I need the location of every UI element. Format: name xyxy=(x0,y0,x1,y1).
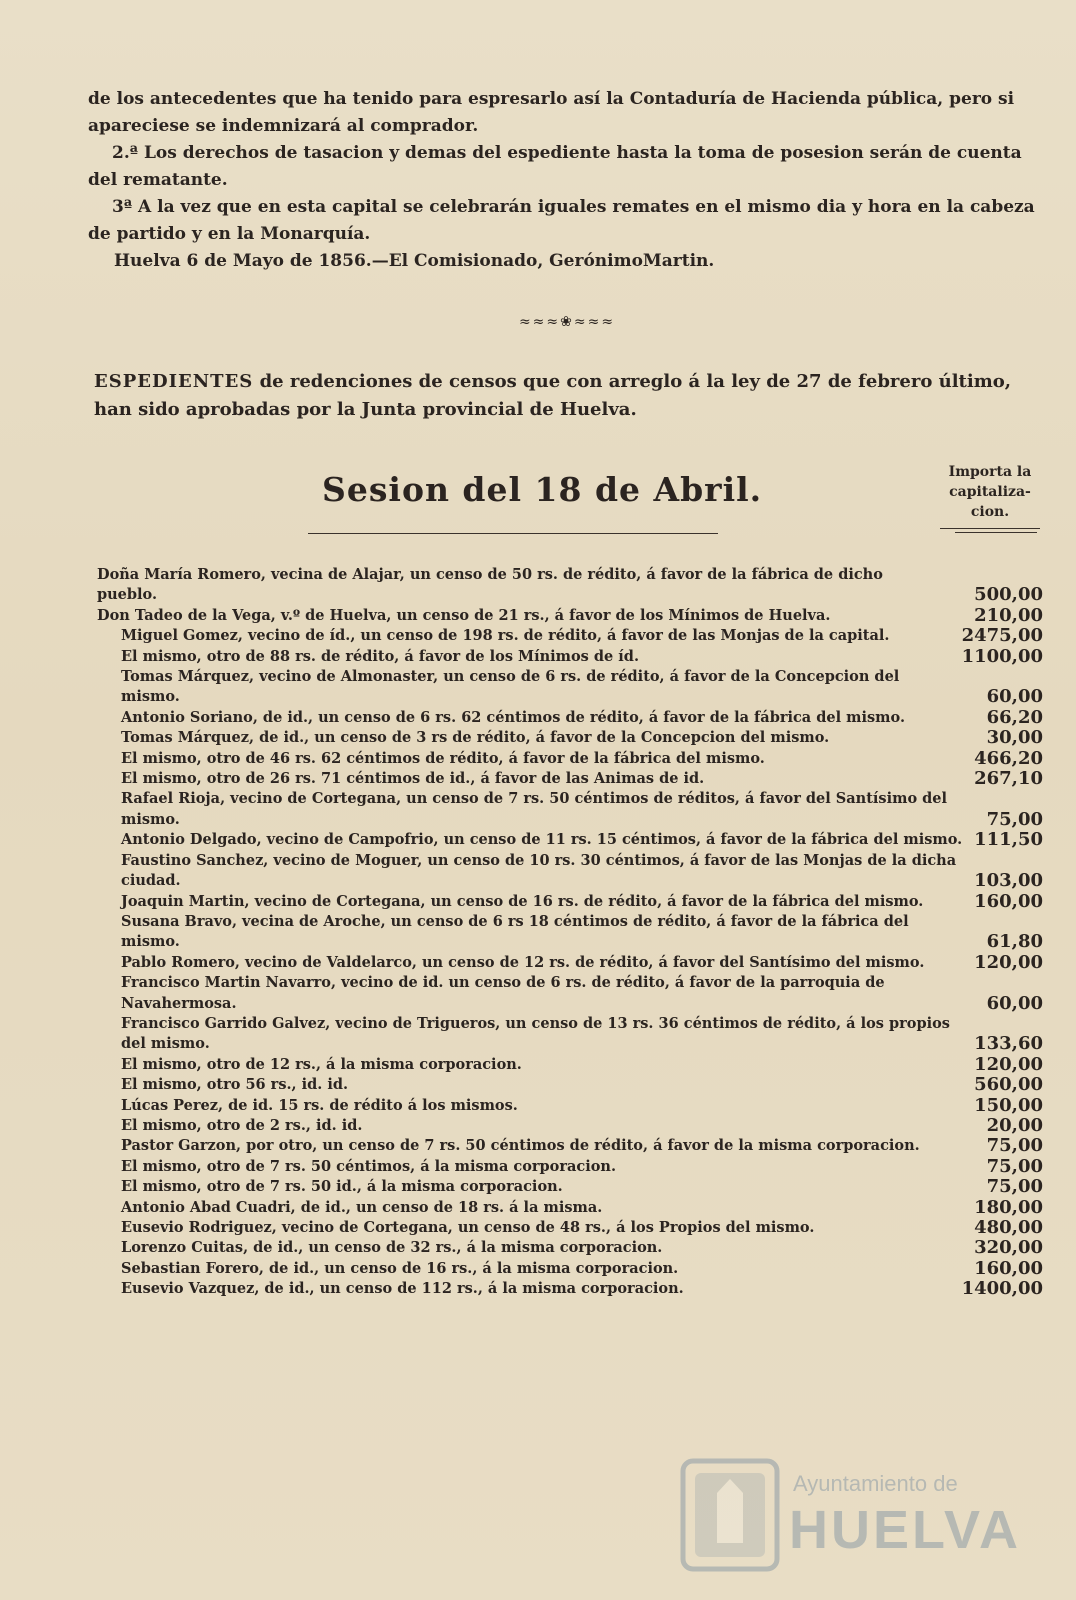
entry-amount: 30,00 xyxy=(986,727,1043,749)
entry-row: Antonio Soriano, de id., un censo de 6 rs. 62 céntimos de rédito, á favor de la fábrica del mismo. 66,20 xyxy=(97,708,1047,728)
entry-row: Lorenzo Cuitas, de id., un censo de 32 rs., á la misma corporacion. 320,00 xyxy=(97,1238,1047,1258)
heading-rest: de redenciones de censos que con arreglo á la ley de 27 de febrero último, han sido aprobadas por la Junta provincial de Huelva. xyxy=(94,371,1012,420)
entry-row: Francisco Garrido Galvez, vecino de Trigueros, un censo de 13 rs. 36 céntimos de rédito, á los propios del mismo. 133,60 xyxy=(97,1014,1047,1055)
session-title: Sesion del 18 de Abril. xyxy=(322,470,763,509)
entry-amount: 75,00 xyxy=(986,808,1043,830)
entry-amount: 75,00 xyxy=(986,1176,1043,1198)
entry-amount: 75,00 xyxy=(986,1155,1043,1177)
entry-amount: 267,10 xyxy=(974,768,1043,790)
entry-amount: 180,00 xyxy=(974,1196,1043,1218)
entry-amount: 133,60 xyxy=(974,1033,1043,1055)
entry-amount: 120,00 xyxy=(974,1053,1043,1075)
entry-row: Tomas Márquez, vecino de Almonaster, un censo de 6 rs. de rédito, á favor de la Concepcion del mismo. 60,00 xyxy=(97,667,1047,708)
entry-amount: 60,00 xyxy=(986,992,1043,1014)
watermark-line-2: HUELVA xyxy=(789,1500,1021,1560)
intro-paragraph-3: 3ª A la vez que en esta capital se celebrarán iguales remates en el mismo dia y hora en la cabeza de partido y en la Monarquía. xyxy=(88,197,1035,244)
entry-row: Susana Bravo, vecina de Aroche, un censo de 6 rs 18 céntimos de rédito, á favor de la fábrica del mismo. 61,80 xyxy=(97,912,1047,953)
entry-row: Pablo Romero, vecino de Valdelarco, un censo de 12 rs. de rédito, á favor del Santísimo del mismo. 120,00 xyxy=(97,953,1047,973)
entry-amount: 160,00 xyxy=(974,1257,1043,1279)
entry-amount: 150,00 xyxy=(974,1094,1043,1116)
column-rule-2 xyxy=(955,532,1037,533)
watermark-line-1: Ayuntamiento de xyxy=(793,1471,958,1496)
column-header: Importa la capitaliza- cion. xyxy=(948,464,1032,520)
heading-caps: ESPEDIENTES xyxy=(94,371,254,392)
entry-row: Eusevio Rodriguez, vecino de Cortegana, un censo de 48 rs., á los Propios del mismo. 480,00 xyxy=(97,1218,1047,1238)
entry-row: Pastor Garzon, por otro, un censo de 7 rs. 50 céntimos de rédito, á favor de la misma corporacion. 75,00 xyxy=(97,1136,1047,1156)
entry-row: Antonio Abad Cuadri, de id., un censo de 18 rs. á la misma. 180,00 xyxy=(97,1198,1047,1218)
entry-row: El mismo, otro de 7 rs. 50 id., á la misma corporacion. 75,00 xyxy=(97,1177,1047,1197)
entry-amount: 480,00 xyxy=(974,1217,1043,1238)
entry-row: El mismo, otro de 46 rs. 62 céntimos de rédito, á favor de la fábrica del mismo. 466,20 xyxy=(97,749,1047,769)
entry-row: Rafael Rioja, vecino de Cortegana, un censo de 7 rs. 50 céntimos de réditos, á favor del Santísimo del mismo. 75,00 xyxy=(97,789,1047,830)
entry-row: Tomas Márquez, de id., un censo de 3 rs de rédito, á favor de la Concepcion del mismo. 30,00 xyxy=(97,728,1047,748)
entry-row: Don Tadeo de la Vega, v.º de Huelva, un censo de 21 rs., á favor de los Mínimos de Huelva. 210,00 xyxy=(97,606,1047,626)
entry-row: Lúcas Perez, de id. 15 rs. de rédito á los mismos. 150,00 xyxy=(97,1096,1047,1116)
section-heading xyxy=(94,368,1044,424)
entry-row: Eusevio Vazquez, de id., un censo de 112 rs., á la misma corporacion. 1400,00 xyxy=(97,1279,1047,1299)
entry-row: Francisco Martin Navarro, vecino de id. un censo de 6 rs. de rédito, á favor de la parroquia de Navahermosa. 60,00 xyxy=(97,973,1047,1014)
entry-amount: 210,00 xyxy=(974,604,1043,626)
entry-row: Doña María Romero, vecina de Alajar, un censo de 50 rs. de rédito, á favor de la fábrica de dicho pueblo. 500,00 xyxy=(97,565,1047,606)
entry-amount: 60,00 xyxy=(986,686,1043,708)
column-rule xyxy=(940,528,1040,529)
coat-of-arms-icon xyxy=(675,1455,785,1575)
entry-row: El mismo, otro de 2 rs., id. id. 20,00 xyxy=(97,1116,1047,1136)
entry-row: El mismo, otro de 7 rs. 50 céntimos, á la misma corporacion. 75,00 xyxy=(97,1157,1047,1177)
entry-amount: 75,00 xyxy=(986,1135,1043,1157)
ornament-divider: ≈≈≈❀≈≈≈ xyxy=(518,314,616,330)
entry-amount: 66,20 xyxy=(986,706,1043,728)
entry-row: Antonio Delgado, vecino de Campofrio, un censo de 11 rs. 15 céntimos, á favor de la fábrica del mismo. 111,50 xyxy=(97,830,1047,850)
entry-amount: 1100,00 xyxy=(961,645,1043,667)
entry-amount: 103,00 xyxy=(974,870,1043,892)
intro-paragraph-2: 2.ª Los derechos de tasacion y demas del espediente hasta la toma de posesion serán de cuenta del rematante. xyxy=(88,143,1022,190)
entry-amount: 500,00 xyxy=(974,584,1043,606)
entry-amount: 2475,00 xyxy=(961,625,1043,647)
watermark xyxy=(675,1455,1035,1575)
entry-row: El mismo, otro de 26 rs. 71 céntimos de id., á favor de las Animas de id. 267,10 xyxy=(97,769,1047,789)
entries-list xyxy=(97,565,1047,1300)
entry-row: Miguel Gomez, vecino de íd., un censo de 198 rs. de rédito, á favor de las Monjas de la capital. 2475,00 xyxy=(97,626,1047,646)
entry-row: Sebastian Forero, de id., un censo de 16 rs., á la misma corporacion. 160,00 xyxy=(97,1259,1047,1279)
entry-amount: 61,80 xyxy=(986,931,1043,953)
entry-row: El mismo, otro de 12 rs., á la misma corporacion. 120,00 xyxy=(97,1055,1047,1075)
entry-amount: 320,00 xyxy=(974,1237,1043,1259)
entry-amount: 20,00 xyxy=(986,1114,1043,1136)
entry-amount: 466,20 xyxy=(974,747,1043,769)
entry-amount: 1400,00 xyxy=(961,1278,1043,1300)
session-rule xyxy=(308,533,718,534)
entry-amount: 160,00 xyxy=(974,890,1043,912)
signature-line: Huelva 6 de Mayo de 1856.—El Comisionado, GerónimoMartin. xyxy=(114,251,715,271)
entry-row: El mismo, otro de 88 rs. de rédito, á favor de los Mínimos de íd. 1100,00 xyxy=(97,647,1047,667)
entry-amount: 111,50 xyxy=(974,829,1043,851)
entry-row: Faustino Sanchez, vecino de Moguer, un censo de 10 rs. 30 céntimos, á favor de las Monjas de la dicha ciudad. 103,00 xyxy=(97,851,1047,892)
entry-row: Joaquin Martin, vecino de Cortegana, un censo de 16 rs. de rédito, á favor de la fábrica del mismo. 160,00 xyxy=(97,892,1047,912)
entry-amount: 120,00 xyxy=(974,951,1043,973)
entry-amount: 560,00 xyxy=(974,1074,1043,1096)
intro-paragraph-1: de los antecedentes que ha tenido para espresarlo así la Contaduría de Hacienda pública, pero si apareciese se indemnizará al comprador. xyxy=(88,89,1015,136)
intro-text xyxy=(88,86,1048,275)
entry-row: El mismo, otro 56 rs., id. id. 560,00 xyxy=(97,1075,1047,1095)
